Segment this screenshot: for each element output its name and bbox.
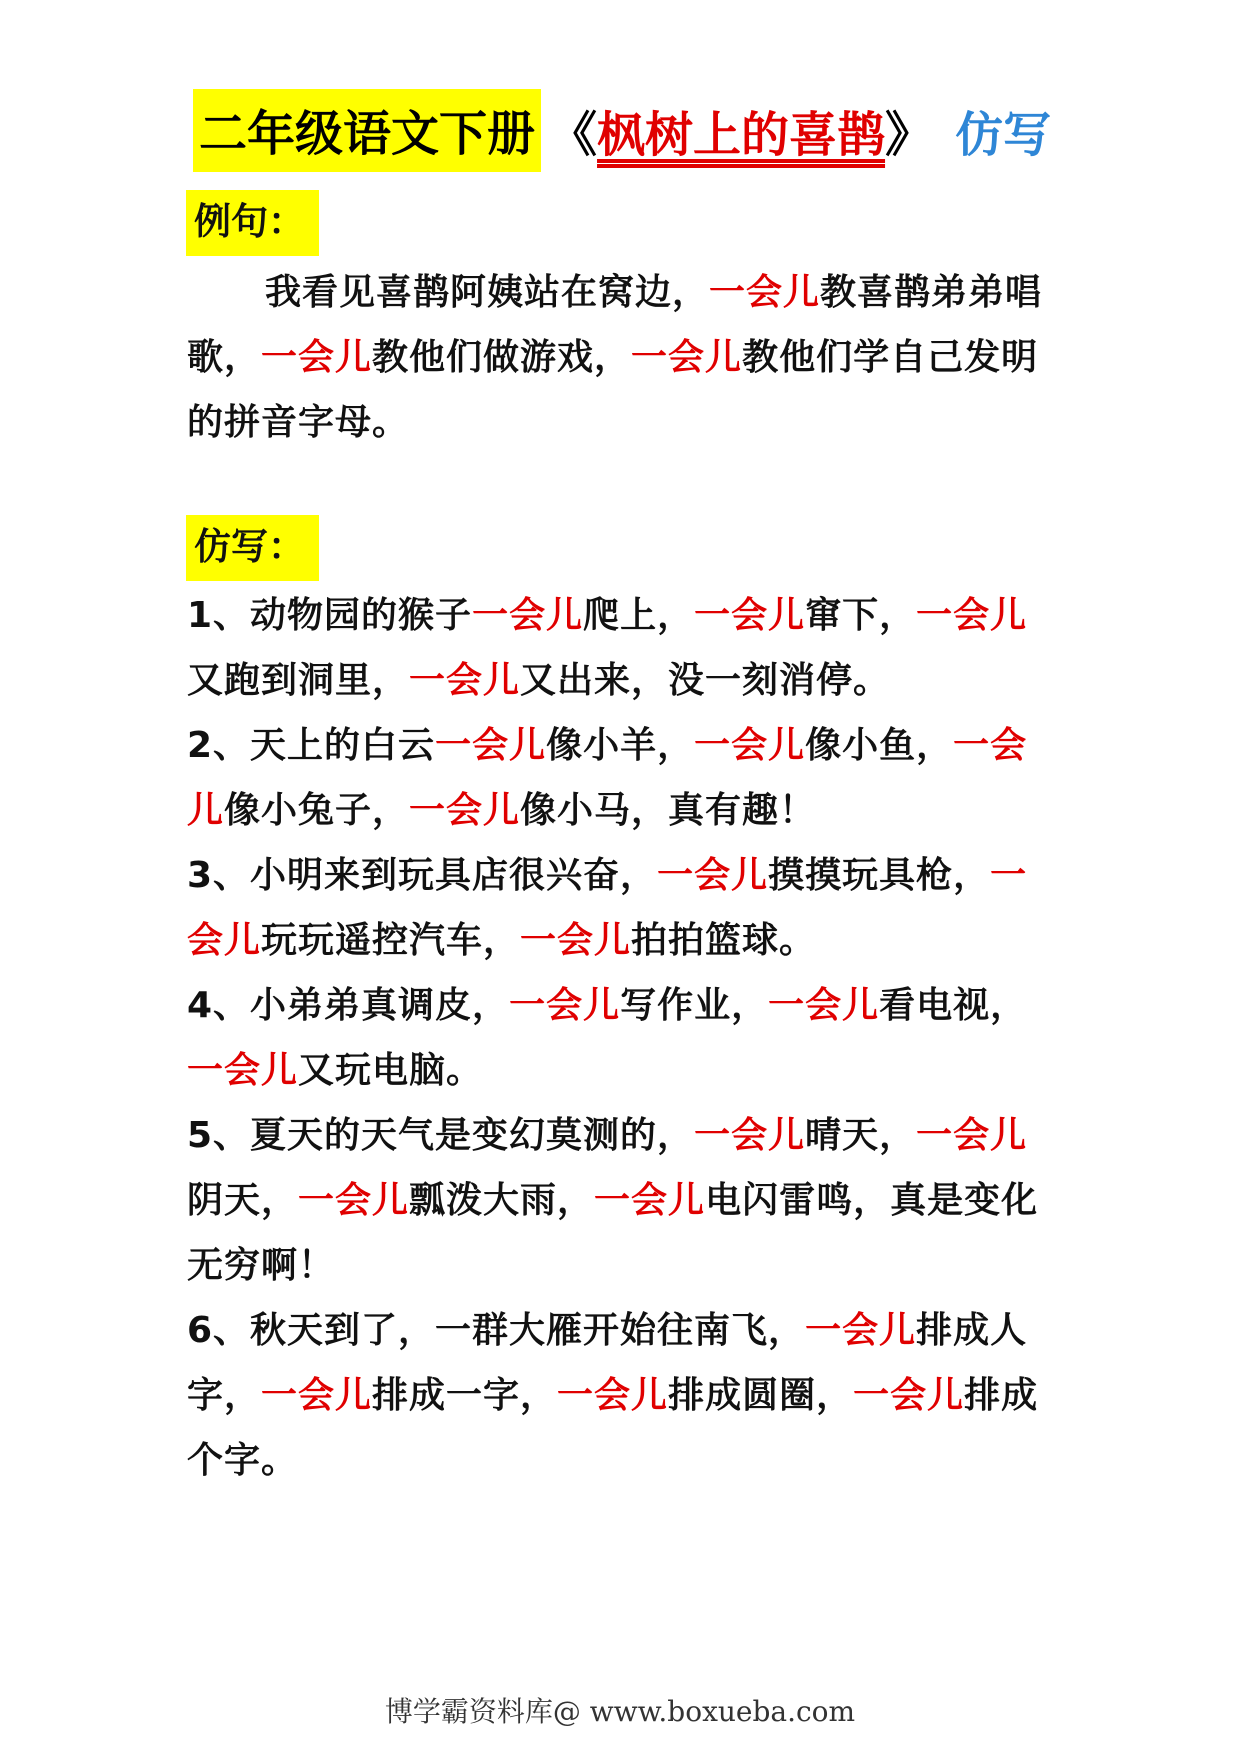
- imitation-label: 仿写：: [186, 515, 319, 581]
- keyword-yihuier: 一会儿: [187, 725, 1028, 831]
- watermark: 博学霸资料库@ www.boxueba.com: [384, 1695, 856, 1728]
- keyword-yihuier: 一会儿: [509, 985, 621, 1026]
- keyword-yihuier: 一会儿: [805, 1310, 917, 1351]
- imitation-item: [187, 843, 1057, 973]
- text-segment: 又出来，没一刻消停。: [520, 660, 891, 701]
- text-segment: 4、小弟弟真调皮，: [187, 985, 510, 1026]
- keyword-yihuier: 一会儿: [520, 920, 632, 961]
- keyword-yihuier: 一会儿: [409, 790, 521, 831]
- imitation-item: [187, 1298, 1057, 1493]
- text-segment: 写作业，: [620, 985, 769, 1026]
- keyword-yihuier: 一会儿: [709, 272, 821, 313]
- title-close-bracket: 》: [885, 106, 934, 163]
- text-segment: 像小鱼，: [805, 725, 954, 766]
- keyword-yihuier: 一会儿: [694, 725, 806, 766]
- text-segment: 6、秋天到了，一群大雁开始往南飞，: [187, 1310, 806, 1351]
- text-segment: 3、小明来到玩具店很兴奋，: [187, 855, 658, 896]
- text-segment: 阴天，: [187, 1180, 299, 1221]
- text-segment: 又跑到洞里，: [187, 660, 410, 701]
- keyword-yihuier: 一会儿: [557, 1375, 669, 1416]
- text-segment: 看电视，: [879, 985, 1028, 1026]
- text-segment: 教他们学自己发明的拼音字母。: [187, 337, 1039, 443]
- keyword-yihuier: 一会儿: [694, 1115, 806, 1156]
- text-segment: 像小马，真有趣！: [520, 790, 817, 831]
- keyword-yihuier: 一会儿: [409, 660, 521, 701]
- text-segment: 摸摸玩具枪，: [768, 855, 991, 896]
- text-segment: 窜下，: [805, 595, 917, 636]
- imitation-item: [187, 713, 1057, 843]
- keyword-yihuier: 一会儿: [853, 1375, 965, 1416]
- text-segment: 晴天，: [805, 1115, 917, 1156]
- imitation-item: [187, 1103, 1057, 1298]
- text-segment: 像小羊，: [546, 725, 695, 766]
- imitation-item: [187, 583, 1057, 713]
- text-segment: 像小兔子，: [224, 790, 410, 831]
- example-paragraph: [187, 260, 1057, 455]
- title-open-bracket: 《: [549, 106, 598, 163]
- keyword-yihuier: 一会儿: [916, 1115, 1028, 1156]
- text-segment: 教喜鹊弟弟唱歌，: [187, 272, 1043, 378]
- text-segment: 玩玩遥控汽车，: [261, 920, 521, 961]
- text-segment: 又玩电脑。: [298, 1050, 484, 1091]
- keyword-yihuier: 一会儿: [768, 985, 880, 1026]
- text-segment: 1、动物园的猴子: [187, 595, 473, 636]
- keyword-yihuier: 一会儿: [187, 855, 1028, 961]
- keyword-yihuier: 一会儿: [187, 1050, 299, 1091]
- keyword-yihuier: 一会儿: [631, 337, 743, 378]
- text-segment: 排成一字，: [372, 1375, 558, 1416]
- title-suffix: 仿写: [955, 106, 1052, 163]
- keyword-yihuier: 一会儿: [694, 595, 806, 636]
- text-segment: 我看见喜鹊阿姨站在窝边，: [265, 272, 710, 313]
- text-segment: 2、天上的白云: [187, 725, 436, 766]
- text-segment: 爬上，: [583, 595, 695, 636]
- text-segment: 拍拍篮球。: [631, 920, 817, 961]
- keyword-yihuier: 一会儿: [435, 725, 547, 766]
- title-highlight: 二年级语文下册: [193, 89, 541, 172]
- keyword-yihuier: 一会儿: [261, 337, 373, 378]
- title-lesson-name: 枫树上的喜鹊: [597, 106, 886, 163]
- page-title: [193, 88, 1093, 172]
- keyword-yihuier: 一会儿: [472, 595, 584, 636]
- imitation-list: [187, 583, 1057, 1493]
- text-segment: 排成个字。: [187, 1375, 1039, 1481]
- text-segment: 排成圆圈，: [668, 1375, 854, 1416]
- keyword-yihuier: 一会儿: [657, 855, 769, 896]
- keyword-yihuier: 一会儿: [261, 1375, 373, 1416]
- example-label: 例句：: [186, 190, 319, 256]
- text-segment: 排成人字，: [187, 1310, 1028, 1416]
- keyword-yihuier: 一会儿: [594, 1180, 706, 1221]
- imitation-item: [187, 973, 1057, 1103]
- text-segment: 瓢泼大雨，: [409, 1180, 595, 1221]
- text-segment: 电闪雷鸣，真是变化无穷啊！: [187, 1180, 1039, 1286]
- text-segment: 5、夏天的天气是变幻莫测的，: [187, 1115, 695, 1156]
- text-segment: 教他们做游戏，: [372, 337, 632, 378]
- keyword-yihuier: 一会儿: [916, 595, 1028, 636]
- keyword-yihuier: 一会儿: [298, 1180, 410, 1221]
